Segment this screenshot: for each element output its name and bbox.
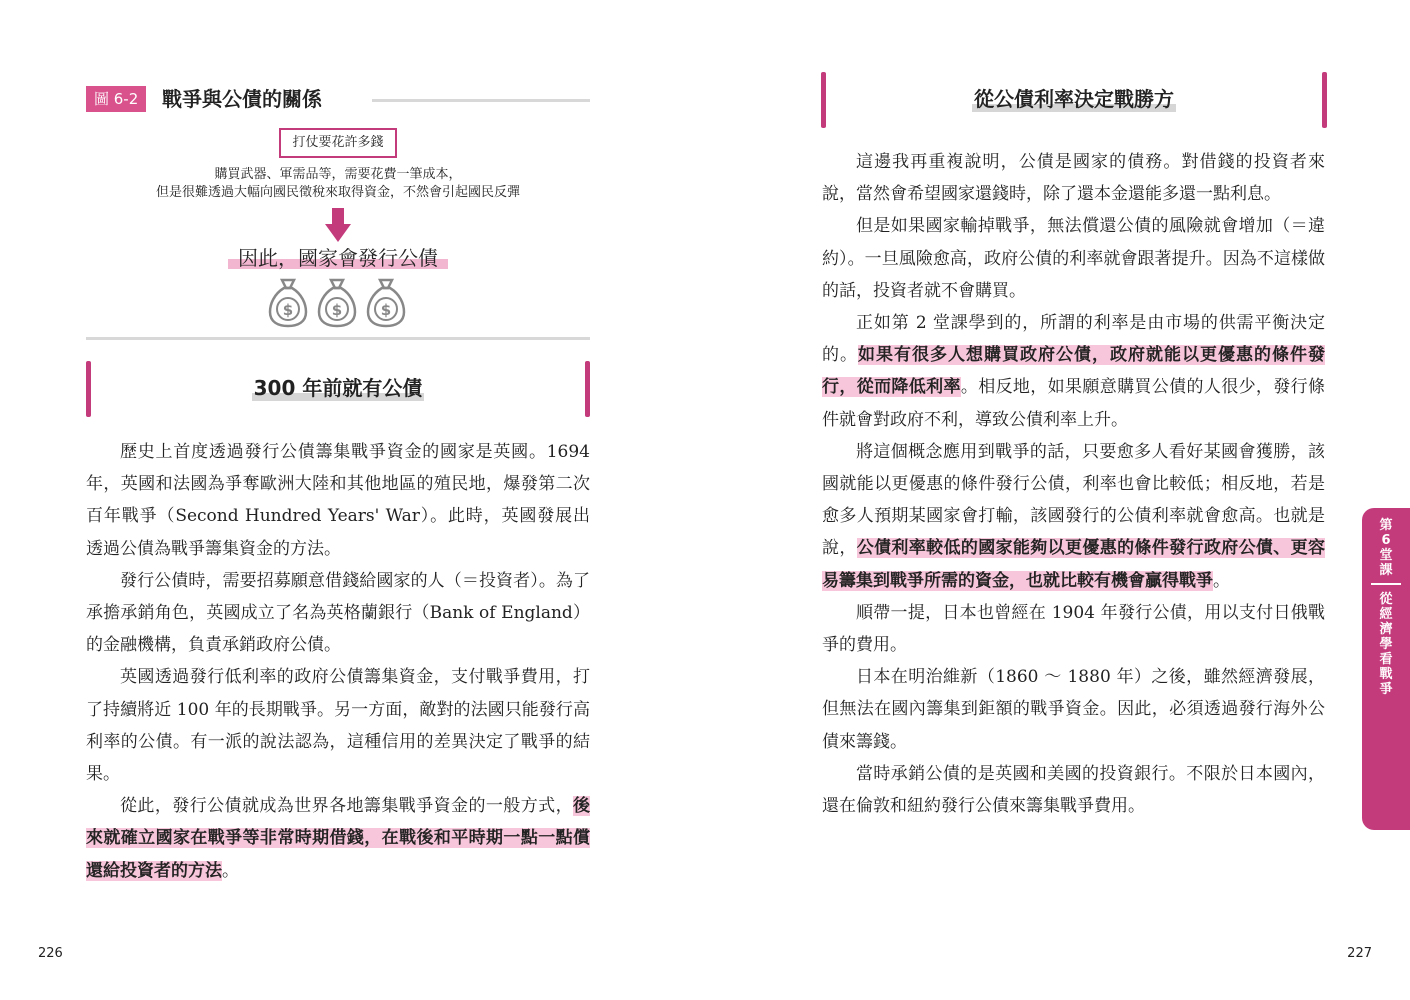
paragraph: 這邊我再重複說明，公債是國家的債務。對借錢的投資者來說，當然會希望國家還錢時，除了還本金還能多還一點利息。 bbox=[822, 152, 1325, 205]
paragraph-text: 將這個概念應用到戰爭的話，只要愈多人看好某國會獲勝，該國就能以更優惠的條件發行公債，利率也會比較低；相反地，若是愈多人預期某國家會打輸，該國發行的公債利率就會愈高。也就是說， bbox=[822, 441, 1325, 559]
figure-conclusion: 因此，國家會發行公債 bbox=[238, 246, 438, 270]
down-arrow-icon bbox=[325, 208, 351, 242]
highlighted-text: 公債利率較低的國家能夠以更優惠的條件發行政府公債、更容易籌集到戰爭所需的資金，也就比較有機會贏得戰爭 bbox=[822, 538, 1326, 591]
paragraph bbox=[822, 307, 1325, 436]
figure-header-rule bbox=[372, 99, 590, 102]
paragraph-text: 。 bbox=[1213, 570, 1230, 591]
highlighted-text: 如果有很多人想購買政府公債，政府就能以更優惠的條件發行，從而降低利率 bbox=[822, 345, 1325, 398]
section-title: 從公債利率決定戰勝方 bbox=[974, 84, 1174, 114]
paragraph-text: 正如第 2 堂課學到的，所謂的利率是由市場的供需平衡決定的。 bbox=[822, 313, 1325, 366]
section-heading bbox=[821, 72, 1327, 128]
paragraph-text: 。相反地，如果願意購買公債的人很少，發行條件就會對政府不利，導致公債利率上升。 bbox=[822, 377, 1326, 430]
subject-text: 從 經 濟 學 看 戰 爭 bbox=[1379, 592, 1393, 697]
figure-tag: 圖 6-2 bbox=[86, 86, 146, 112]
page-number: 227 bbox=[1347, 946, 1372, 961]
page-number: 226 bbox=[38, 946, 63, 961]
figure-header bbox=[86, 84, 590, 114]
right-body-text bbox=[822, 146, 1325, 822]
figure-caption-line2: 但是很難透過大幅向國民徵稅來取得資金，不然會引起國民反彈 bbox=[155, 185, 520, 200]
svg-text:$: $ bbox=[331, 301, 343, 319]
right-page bbox=[705, 0, 1410, 1000]
chapter-label bbox=[1362, 518, 1410, 578]
money-bag-icon bbox=[366, 276, 406, 328]
paragraph: 歷史上首度透過發行公債籌集戰爭資金的國家是英國。1694 年，英國和法國為爭奪歐洲大陸和其他地區的殖民地，爆發第二次百年戰爭（Second Hundred Years' War）。此時，英國發展出透過公債為戰爭籌集資金的方法。 bbox=[86, 442, 590, 559]
paragraph: 順帶一提，日本也曾經在 1904 年發行公債，用以支付日俄戰爭的費用。 bbox=[822, 602, 1325, 656]
paragraph: 發行公債時，需要招募願意借錢給國家的人（＝投資者）。為了承擔承銷角色，英國成立了名為英格蘭銀行（Bank of England）的金融機構，負責承銷政府公債。 bbox=[86, 570, 590, 656]
money-bags bbox=[268, 276, 408, 328]
paragraph: 當時承銷公債的是英國和美國的投資銀行。不限於日本國內，還在倫敦和紐約發行公債來籌集戰爭費用。 bbox=[822, 763, 1325, 817]
paragraph: 但是如果國家輸掉戰爭，無法償還公債的風險就會增加（＝違約）。一旦風險愈高，政府公債的利率就會跟著提升。因為不這樣做的話，投資者就不會購買。 bbox=[822, 216, 1325, 301]
left-body-text bbox=[86, 436, 590, 887]
figure-bottom-rule bbox=[86, 337, 590, 340]
side-tab-divider bbox=[1371, 583, 1401, 585]
paragraph-text: 。 bbox=[222, 860, 239, 881]
money-bag-icon bbox=[268, 276, 308, 328]
paragraph: 日本在明治維新（1860 ～ 1880 年）之後，雖然經濟發展，但無法在國內籌集到鉅額的戰爭資金。因此，必須透過發行海外公債來籌錢。 bbox=[822, 667, 1325, 752]
svg-text:$: $ bbox=[282, 301, 294, 319]
paragraph bbox=[86, 790, 590, 887]
chapter-text: 第 6 堂 課 bbox=[1379, 518, 1393, 578]
chapter-side-tab bbox=[1362, 508, 1410, 830]
figure-box-label: 打仗要花許多錢 bbox=[279, 128, 397, 158]
subject-label bbox=[1362, 592, 1410, 697]
paragraph-text: 從此，發行公債就成為世界各地籌集戰爭資金的一般方式， bbox=[120, 796, 573, 817]
figure-caption-line1: 購買武器、軍需品等，需要花費一筆成本， bbox=[214, 167, 462, 182]
highlighted-text: 後來就確立國家在戰爭等非常時期借錢，在戰後和平時期一點一點償還給投資者的方法 bbox=[86, 796, 590, 881]
section-heading bbox=[86, 361, 590, 417]
paragraph bbox=[822, 436, 1325, 597]
money-bag-icon bbox=[317, 276, 357, 328]
paragraph: 英國透過發行低利率的政府公債籌集資金，支付戰爭費用，打了持續將近 100 年的長期戰爭。另一方面，敵對的法國只能發行高利率的公債。有一派的說法認為，這種信用的差異決定了戰爭的結果。 bbox=[86, 667, 590, 785]
figure-title: 戰爭與公債的關係 bbox=[162, 87, 322, 111]
svg-text:$: $ bbox=[380, 301, 392, 319]
section-title: 300 年前就有公債 bbox=[254, 373, 423, 403]
